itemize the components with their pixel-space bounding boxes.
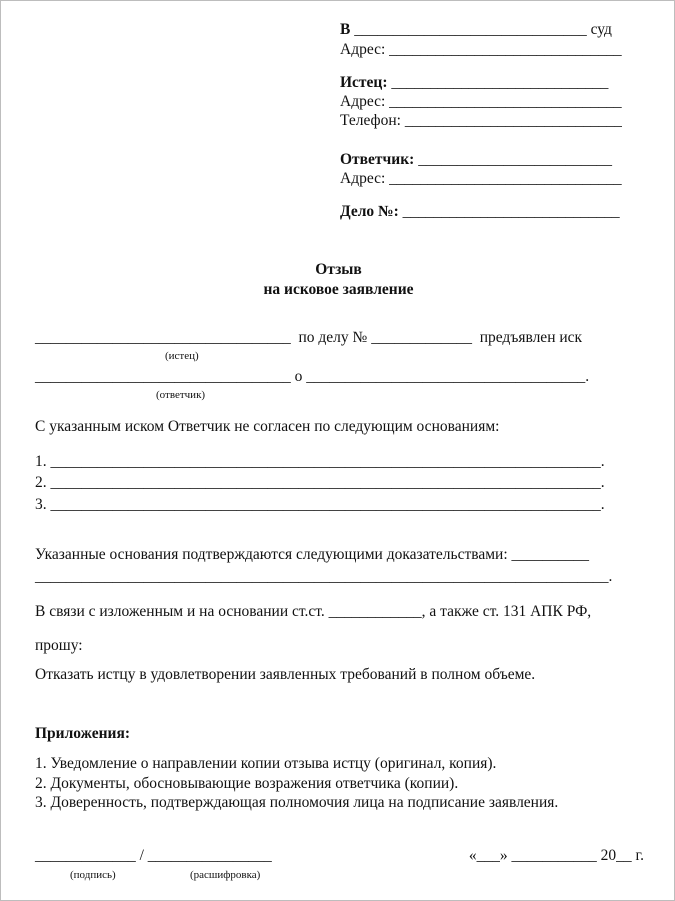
plaintiff-address: Адрес: ______________________________ xyxy=(340,93,622,110)
caption-signature: (подпись) xyxy=(70,869,116,881)
case-blank: ____________________________ xyxy=(398,203,620,220)
caption-defendant: (ответчик) xyxy=(156,389,206,401)
appendix-item-1: 1. Уведомление о направлении копии отзыва истцу (оригинал, копия). xyxy=(35,755,497,772)
appendix-item-3: 3. Доверенность, подтверждающая полномочия лица на подписание заявления. xyxy=(35,794,559,811)
evidence-line-2: __________________________________________________________________________. xyxy=(35,568,613,585)
document-subtitle: на исковое заявление xyxy=(263,281,414,298)
plaintiff-label: Истец: xyxy=(340,74,388,91)
defendant-blank: _________________________ xyxy=(414,151,612,168)
defendant-address: Адрес: ______________________________ xyxy=(340,170,622,187)
intro-line-1: _________________________________ по делу № _____________ предъявлен иск xyxy=(35,329,583,346)
plaintiff-phone: Телефон: ____________________________ xyxy=(340,112,622,129)
date-line: «___» ___________ 20__ г. xyxy=(468,847,644,864)
evidence-line-1: Указанные основания подтверждаются следующими доказательствами: __________ xyxy=(35,546,590,563)
request-ask: прошу: xyxy=(35,637,83,654)
request-line: В связи с изложенным и на основании ст.ст. ____________, а также ст. 131 АПК РФ, xyxy=(35,603,592,620)
appendix-title: Приложения: xyxy=(35,725,130,742)
objection-text: С указанным иском Ответчик не согласен по следующим основаниям: xyxy=(35,418,500,435)
plaintiff-blank: ____________________________ xyxy=(387,74,609,91)
intro-line-2: _________________________________ о ____________________________________. xyxy=(35,368,590,385)
court-address: Адрес: ______________________________ xyxy=(340,41,622,58)
document-title: Отзыв xyxy=(315,261,362,278)
defendant-line xyxy=(340,151,612,169)
court-prefix: В xyxy=(340,21,351,38)
court-line xyxy=(340,21,612,39)
case-label: Дело №: xyxy=(340,203,399,220)
defendant-label: Ответчик: xyxy=(340,151,415,168)
objection-item-1: 1. _______________________________________________________________________. xyxy=(35,453,605,470)
signature-line: _____________ / ________________ xyxy=(35,847,272,864)
request-text: Отказать истцу в удовлетворении заявленных требований в полном объеме. xyxy=(35,666,536,683)
objection-item-3: 3. _______________________________________________________________________. xyxy=(35,496,605,513)
caption-plaintiff: (истец) xyxy=(165,350,199,362)
court-blank: ______________________________ суд xyxy=(350,21,612,38)
caption-decoding: (расшифровка) xyxy=(190,869,261,881)
appendix-item-2: 2. Документы, обосновывающие возражения ответчика (копии). xyxy=(35,775,459,792)
case-line xyxy=(340,203,620,221)
objection-item-2: 2. _______________________________________________________________________. xyxy=(35,474,605,491)
plaintiff-line xyxy=(340,74,608,92)
